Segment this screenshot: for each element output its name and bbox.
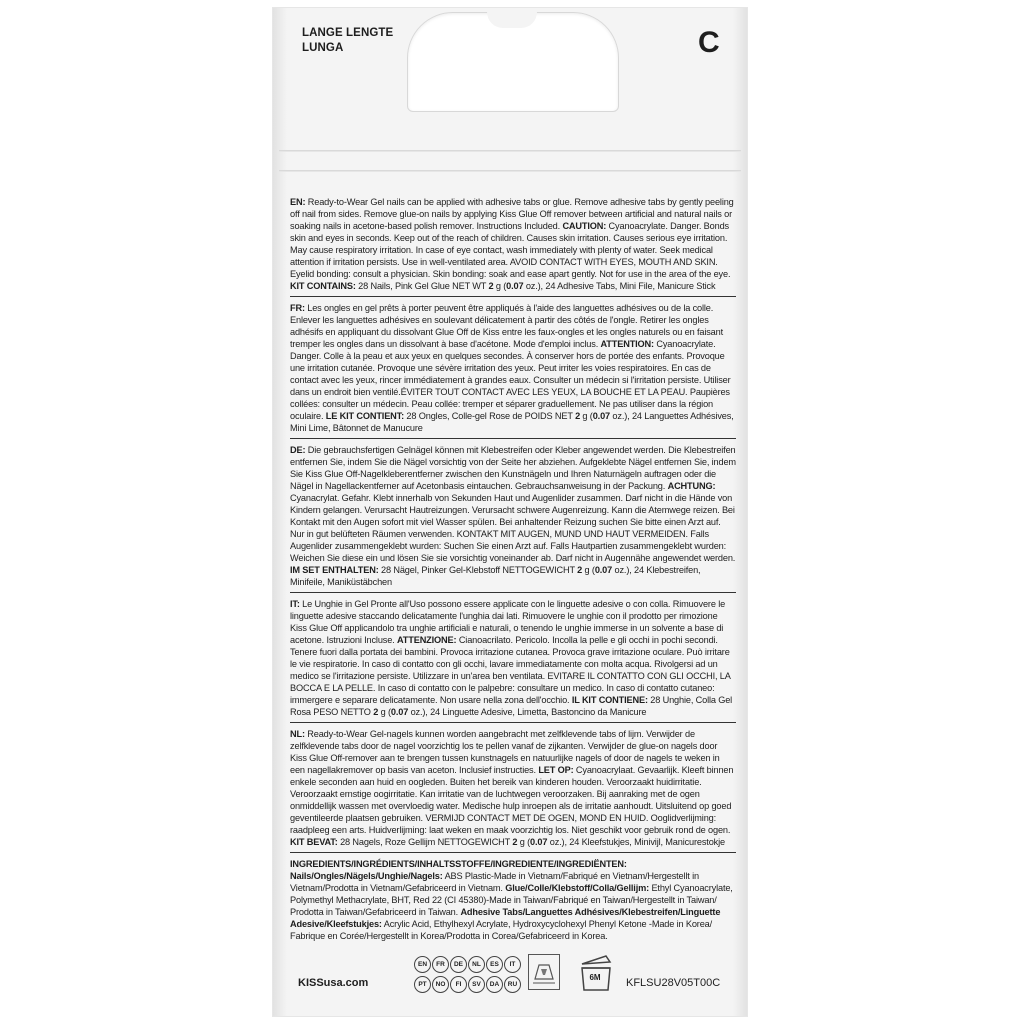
kit-label: KIT BEVAT:	[290, 837, 338, 847]
paragraph-fr	[290, 302, 736, 434]
text: Ready-to-Wear Gel nails can be applied with adhesive tabs or glue. Remove adhesive tabs by gently peeling off nail from sides. Remove glue-on nails by applying Kiss Glue Off remover between artificial and natural nails or soaking nails in acetone-based polish remover. Instructions Included.	[290, 197, 734, 231]
ingredients-section	[290, 858, 736, 942]
fold-crease	[279, 170, 741, 172]
text: Cyanoacrylate. Danger. Colle à la peau et aux yeux en quelques secondes. À conserver hors de portée des enfants. Provoque une irritation cutanée. Provoque une sévère irritation des yeux. Peut irriter les voies respiratoires. En cas de contact avec les yeux, rincer immédiatement à grandes eaux. Consulter un médecin si l'irritation persiste. Utiliser dans un endroit bien ventilé.ÉVITER TOUT CONTACT AVEC LES YEUX, LA BOUCHE ET LA PEAU. Paupières collées: consulter un médecin. Peau collée: tremper et séparer graduellement. Ne pas utiliser dans la région oculaire.	[290, 339, 731, 421]
text: g (	[582, 565, 595, 575]
lang-tag: IT:	[290, 599, 300, 609]
language-badge: FR	[432, 956, 449, 973]
size-letter: C	[698, 26, 720, 59]
text: Die gebrauchsfertigen Gelnägel können mit Klebestreifen oder Kleber angewendet werden. Die Klebestreifen entfernen Sie, indem Sie die Nägel vorsichtig von der Seite her abziehen. Aufgeklebte Nägel entfernen Sie, indem Sie Kiss Glue Off-Nagelkleberentferner zwischen den Kunstnägeln und Ihren Naturnägeln auftragen oder die Nägel in Nagellackentferner auf Acetonbasis eintauchen. Gebrauchsanweisung in der Packung.	[290, 445, 736, 491]
text: 28 Nagels, Roze Gellijm NETTOGEWICHT	[337, 837, 513, 847]
fold-crease	[279, 150, 741, 152]
language-badge: DE	[450, 956, 467, 973]
weight-oz: 0.07	[530, 837, 548, 847]
text: oz.), 24 Kleefstukjes, Minivijl, Manicurestokje	[547, 837, 725, 847]
weight-g: 2	[575, 411, 581, 421]
package-footer	[288, 946, 734, 996]
text: Acrylic Acid, Ethylhexyl Acrylate, Hydroxycyclohexyl Phenyl Ketone -Made in Korea/ Fabrique en Corée/Hergestellt in Korea/Prodotta in Corea/Gefabriceerd in Korea.	[290, 919, 713, 941]
sku-code: KFLSU28V05T00C	[626, 977, 721, 989]
language-badge: NO	[432, 976, 449, 993]
kit-label: IM SET ENTHALTEN:	[290, 565, 379, 575]
text: ABS Plastic-Made in Vietnam/Fabriqué en Vietnam/Hergestellt in Vietnam/Prodotta in Vietnam/Gefabriceerd in Vietnam.	[290, 871, 699, 893]
text: g (	[378, 707, 391, 717]
instructions-block	[290, 196, 736, 942]
section-nl	[290, 728, 736, 853]
text: Cianoacrilato. Pericolo. Incolla la pelle e gli occhi in pochi secondi. Tenere fuori dalla portata dei bambini. Provoca irritazione cutanea. Provoca grave irritazione oculare. Può irritare le vie respiratorie. In caso di contatto con gli occhi, lavare immediatamente con molta acqua. Rivolgersi ad un medico se l'irritazione persiste. Utilizzare in un'area ben ventilata. EVITARE IL CONTATTO CON GLI OCCHI, LA BOCCA E LA PELLE. In caso di contatto con le palpebre: consultare un medico. In caso di contatto cutaneo: immergere e separare delicatamente. Non usare nella zona dell'occhio.	[290, 635, 731, 705]
language-badge: FI	[450, 976, 467, 993]
section-en	[290, 196, 736, 297]
language-badge: PT	[414, 976, 431, 993]
paragraph-nl	[290, 728, 736, 848]
language-badges	[414, 956, 524, 993]
language-badge: NL	[468, 956, 485, 973]
language-badge: SV	[468, 976, 485, 993]
language-badge: RU	[504, 976, 521, 993]
section-it	[290, 598, 736, 723]
text: Cyanoacrylate. Danger. Bonds skin and eyes in seconds. Keep out of the reach of children. Causes skin irritation. Causes serious eye irritation. May cause respiratory irritation. In case of eye contact, wash immediately with plenty of water. Seek medical attention if irritation persists. Use in well-ventilated area. AVOID CONTACT WITH EYES, MOUTH AND SKIN. Eyelid bonding: consult a physician. Skin bonding: soak and ease apart gently. Not for use in the area of the eye.	[290, 221, 731, 279]
weight-g: 2	[512, 837, 518, 847]
language-badge: DA	[486, 976, 503, 993]
weight-oz: 0.07	[506, 281, 524, 291]
language-badge: ES	[486, 956, 503, 973]
text: 28 Nails, Pink Gel Glue NET WT	[355, 281, 489, 291]
paragraph-en	[290, 196, 736, 292]
text: Le Unghie in Gel Pronte all'Uso possono essere applicate con le linguette adesive o con colla. Rimuovere le linguette adesive staccando delicatamente l'unghia dai lati. Rimuovere le unghie con il prodotto per rimozione Kiss Glue Off applicandolo tra unghie artificiali e naturali, o tenendo le unghie immerse in un solvente a base di acetone. Istruzioni Incluse.	[290, 599, 726, 645]
website-link[interactable]: KISSusa.com	[298, 977, 369, 989]
caution-label: ACHTUNG:	[667, 481, 716, 491]
lang-tag: EN:	[290, 197, 306, 207]
weight-g: 2	[488, 281, 494, 291]
ingredients-heading: INGREDIENTS/INGRÉDIENTS/INHALTSSTOFFE/INGREDIENTE/INGREDIËNTEN:	[290, 859, 627, 869]
caution-label: LET OP:	[538, 765, 574, 775]
weight-g: 2	[373, 707, 379, 717]
text: 28 Ongles, Colle-gel Rose de POIDS NET	[404, 411, 576, 421]
lang-tag: DE:	[290, 445, 306, 455]
text: Cyanoacrylaat. Gevaarlijk. Kleeft binnen enkele seconden aan huid en oogleden. Buiten het bereik van kinderen houden. Veroorzaakt huidirritatie. Veroorzaakt ernstige oogirritatie. Kan irritatie van de luchtwegen veroorzaken. Bij aanraking met de ogen onmiddellijk wassen met overvloedig water. Medische hulp inroepen als de irritatie aanhoudt. Uitsluitend op goed geventileerde plaatsen gebruiken. VERMIJD CONTACT MET DE OGEN, MOND EN HUID. Ooglidverlijming: raadpleeg een arts. Huidverlijming: laat weken en maak voorzichtig los. Niet geschikt voor gebruik rond de ogen.	[290, 765, 734, 835]
text: oz.), 24 Klebestreifen, Minifeile, Maniküstäbchen	[290, 565, 701, 587]
paragraph-de	[290, 444, 736, 588]
length-label-nl: LANGE LENGTE	[302, 27, 394, 39]
text: oz.), 24 Linguette Adesive, Limetta, Bastoncino da Manicure	[408, 707, 647, 717]
caution-label: ATTENTION:	[600, 339, 654, 349]
kit-label: LE KIT CONTIENT:	[325, 411, 405, 421]
language-badge: IT	[504, 956, 521, 973]
kit-label: IL KIT CONTIENE:	[571, 695, 648, 705]
text: 28 Nägel, Pinker Gel-Klebstoff NETTOGEWICHT	[378, 565, 578, 575]
section-de	[290, 444, 736, 593]
text: 28 Unghie, Colla Gel Rosa PESO NETTO	[290, 695, 733, 717]
period-after-opening-icon	[576, 952, 616, 992]
caution-label: CAUTION:	[562, 221, 607, 231]
lang-tag: FR:	[290, 303, 305, 313]
weight-oz: 0.07	[390, 707, 409, 717]
text: Cyanacrylat. Gefahr. Klebt innerhalb von Sekunden Haut und Augenlider zusammen. Darf nicht in die Hände von Kindern gelangen. Verursacht Hautreizungen. Verursacht schwere Augenreizung. Kann die Atemwege reizen. Bei Kontakt mit den Augen sofort mit viel Wasser spülen. Bei anhaltender Reizung suchen Sie bitte einen Arzt auf. Nur in gut belüfteten Räumen verwenden. KONTAKT MIT AUGEN, MUND UND HAUT VERMEIDEN. Falls Augenlider zusammengeklebt wurden: Suchen Sie einen Arzt auf. Falls Hautpartien zusammengeklebt wurden: Weichen Sie diese ein und lösen Sie sie vorsichtig voneinander ab. Darf nicht in Augennähe angewendet werden.	[290, 493, 736, 563]
text: Ready-to-Wear Gel-nagels kunnen worden aangebracht met zelfklevende tabs of lijm. Verwijder de zelfklevende tabs door de nagel voorzichtig los te pellen vanaf de zijkanten. Verwijder de glue-on nagels door Kiss Glue Off-remover aan te brengen tussen kunstnagels en natuurlijke nagels of door de nagels te weken in een nagellakremover op basis van aceton. Inclusief instructies.	[290, 729, 720, 775]
pao-label: 6M	[589, 973, 601, 982]
recycling-symbol-icon	[528, 954, 560, 990]
nails-label: Nails/Ongles/Nägels/Unghie/Nagels:	[290, 871, 443, 881]
package-edge-shade	[273, 8, 287, 1016]
text: g (	[517, 837, 531, 847]
section-fr	[290, 302, 736, 439]
kit-label: KIT CONTAINS:	[290, 281, 356, 291]
ingredients-paragraph	[290, 858, 736, 942]
weight-g: 2	[577, 565, 583, 575]
caution-label: ATTENZIONE:	[396, 635, 457, 645]
text: g (	[580, 411, 593, 421]
length-label-it: LUNGA	[302, 42, 344, 54]
paragraph-it	[290, 598, 736, 718]
weight-oz: 0.07	[594, 565, 613, 575]
text: Les ongles en gel prêts à porter peuvent être appliqués à l'aide des languettes adhésives ou de la colle. Enlever les languettes adhésives en soulevant délicatement à partir des côtés de l'ongle. Retirer les ongles adhésifs en appliquant du dissolvant Glue Off de Kiss entre les faux-ongles et les ongles naturels ou en faisant tremper les ongles dans un dissolvant à base d'acétone. Mode d'emploi inclus.	[290, 303, 723, 349]
lang-tag: NL:	[290, 729, 305, 739]
weight-oz: 0.07	[592, 411, 611, 421]
text: oz.), 24 Languettes Adhésives, Mini Lime, Bâtonnet de Manucure	[290, 411, 734, 433]
text: g (	[493, 281, 507, 291]
language-badge: EN	[414, 956, 431, 973]
text: oz.), 24 Adhesive Tabs, Mini File, Manicure Stick	[523, 281, 716, 291]
text: Ethyl Cyanoacrylate, Polymethyl Methacrylate, BHT, Red 22 (CI 45380)-Made in Taiwan/Fabriqué en Taiwan/Hergestellt in Taiwan/ Prodotta in Taiwan/Gefabriceerd in Taiwan.	[290, 883, 733, 917]
tabs-label: Adhesive Tabs/Languettes Adhésives/Klebestreifen/Linguette Adesive/Kleefstukjes:	[290, 907, 721, 929]
glue-label: Glue/Colle/Klebstoff/Colla/Gellijm:	[505, 883, 650, 893]
